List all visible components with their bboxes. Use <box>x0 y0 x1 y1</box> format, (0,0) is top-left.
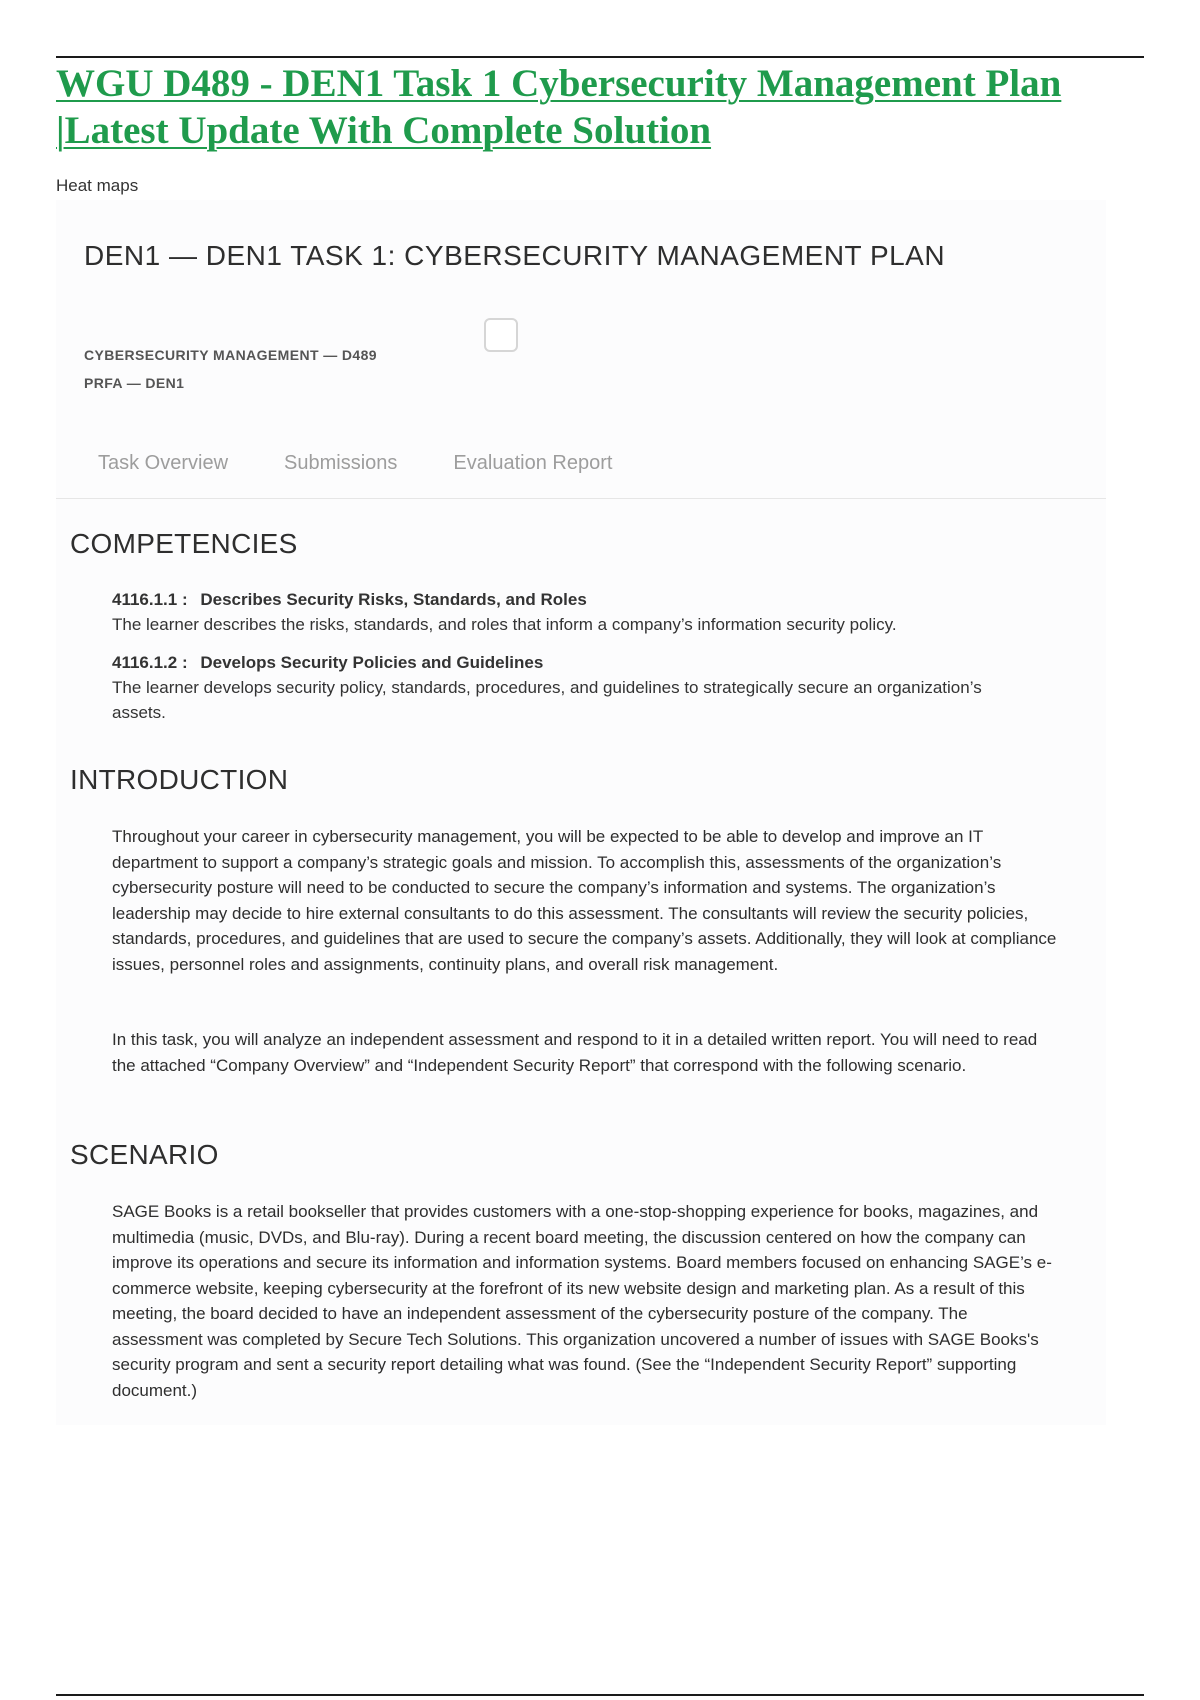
competency-item <box>112 587 1072 637</box>
competency-header <box>112 650 992 675</box>
competency-code: 4116.1.1 : <box>112 590 188 609</box>
tab-task-overview[interactable]: Task Overview <box>98 452 229 474</box>
assessment-code: PRFA — DEN1 <box>84 375 185 391</box>
introduction-paragraph: Throughout your career in cybersecurity management, you will be expected to be able to develop and improve an IT department to support a company’s strategic goals and mission. To accomplish this, assessments of the organization’s cybersecurity posture will need to be conducted to secure the company’s information and systems. The organization’s leadership may decide to hire external consultants to do this assessment. The consultants will review the security policies, standards, procedures, and guidelines that are used to secure the company’s assets. Additionally, they will look at compliance issues, personnel roles and assignments, continuity plans, and overall risk management. <box>112 827 1057 974</box>
tab-submissions[interactable]: Submissions <box>284 452 398 474</box>
competency-header <box>112 587 1072 612</box>
introduction-paragraph: In this task, you will analyze an independent assessment and respond to it in a detailed written report. You will need to read the attached “Company Overview” and “Independent Security Report” that correspond with the following scenario. <box>112 1030 1038 1075</box>
tab-evaluation-report[interactable]: Evaluation Report <box>453 452 613 474</box>
heat-maps-caption: Heat maps <box>56 176 139 195</box>
course-meta <box>84 341 377 397</box>
document-title-link[interactable]: WGU D489 - DEN1 Task 1 Cybersecurity Management Plan |Latest Update With Complete Solution <box>56 62 1062 152</box>
tab-divider <box>56 498 1106 499</box>
competency-title: Describes Security Risks, Standards, and Roles <box>200 590 587 609</box>
bookmark-checkbox[interactable] <box>484 318 518 352</box>
course-name: CYBERSECURITY MANAGEMENT — D489 <box>84 347 377 363</box>
top-divider <box>56 56 1144 58</box>
task-tabs <box>98 452 612 475</box>
competency-title: Develops Security Policies and Guidelines <box>200 653 544 672</box>
competency-description: The learner develops security policy, standards, procedures, and guidelines to strategically secure an organization’s assets. <box>112 678 982 722</box>
introduction-heading: INTRODUCTION <box>70 764 289 795</box>
page-title: DEN1 — DEN1 TASK 1: CYBERSECURITY MANAGEMENT PLAN <box>84 240 946 271</box>
competency-item <box>112 650 992 725</box>
bottom-divider <box>56 1694 1144 1696</box>
competencies-heading: COMPETENCIES <box>70 528 298 559</box>
competency-code: 4116.1.2 : <box>112 653 188 672</box>
scenario-paragraph: SAGE Books is a retail bookseller that provides customers with a one-stop-shopping experience for books, magazines, and multimedia (music, DVDs, and Blu-ray). During a recent board meeting, the discussion centered on how the company can improve its operations and secure its information and information systems. Board members focused on enhancing SAGE’s e-commerce website, keeping cybersecurity at the forefront of its new website design and marketing plan. As a result of this meeting, the board decided to have an independent assessment of the cybersecurity posture of the company. The assessment was completed by Secure Tech Solutions. This organization uncovered a number of issues with SAGE Books's security program and sent a security report detailing what was found. (See the “Independent Security Report” supporting document.) <box>112 1202 1052 1400</box>
scenario-heading: SCENARIO <box>70 1139 219 1170</box>
competency-description: The learner describes the risks, standards, and roles that inform a company’s information security policy. <box>112 615 897 634</box>
